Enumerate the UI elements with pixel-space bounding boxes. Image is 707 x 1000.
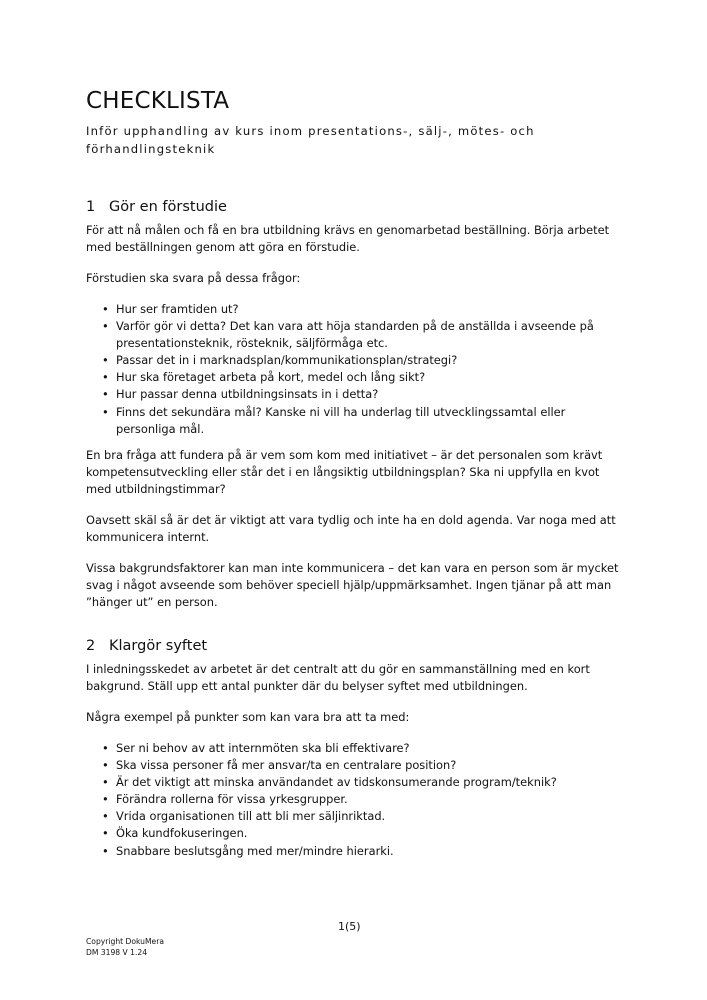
list-item: • Ser ni behov av att internmöten ska bli effektivare?: [100, 740, 620, 757]
list-item: • Ska vissa personer få mer ansvar/ta en centralare position?: [100, 757, 620, 774]
section-1-intro: För att nå målen och få en bra utbildning krävs en genomarbetad beställning. Börja arbetet med beställningen genom att göra en förstudie.: [86, 223, 610, 255]
section-1-clarity-paragraph: Oavsett skäl så är det är viktigt att vara tydlig och inte ha en dold agenda. Var noga med att kommunicera internt.: [86, 513, 616, 545]
list-item: • Förändra rollerna för vissa yrkesgrupper.: [100, 791, 620, 808]
document-subtitle: Inför upphandling av kurs inom presentations-, sälj-, mötes- och förhandlingsteknik: [86, 124, 535, 156]
list-item: • Passar det in i marknadsplan/kommunikationsplan/strategi?: [100, 352, 620, 369]
section-1-initiative-paragraph: En bra fråga att fundera på är vem som kom med initiativet – är det personalen som krävt kompetensutveckling eller står det i en långsiktig utbildningsplan? Ska ni uppfylla en kvot med utbildningstimmar?: [86, 448, 603, 497]
list-item: • Hur ska företaget arbeta på kort, medel och lång sikt?: [100, 369, 620, 386]
section-1-background-paragraph: Vissa bakgrundsfaktorer kan man inte kommunicera – det kan vara en person som är mycket svag i något avseende som behöver speciell hjälp/uppmärksamhet. Ingen tjänar på att man ”hänger ut” en person.: [86, 561, 619, 610]
section-2-heading: [86, 638, 207, 654]
list-item: • Finns det sekundära mål? Kanske ni vill ha underlag till utvecklingssamtal eller personliga mål.: [100, 404, 620, 438]
list-item: • Hur passar denna utbildningsinsats in i detta?: [100, 386, 620, 403]
section-2-intro: I inledningsskedet av arbetet är det centralt att du gör en sammanställning med en kort bakgrund. Ställ upp ett antal punkter där du belyser syftet med utbildningen.: [86, 662, 590, 694]
section-1-question-list: [100, 301, 620, 438]
section-2-number: 2: [86, 638, 96, 654]
section-2-examples-lead: Några exempel på punkter som kan vara bra att ta med:: [86, 710, 410, 724]
list-item: • Öka kundfokuseringen.: [100, 825, 620, 842]
section-2-example-list: [100, 740, 620, 860]
section-1-number: 1: [86, 199, 96, 215]
list-item: • Vrida organisationen till att bli mer säljinriktad.: [100, 808, 620, 825]
section-2-title: Klargör syftet: [109, 638, 208, 654]
section-1-title: Gör en förstudie: [109, 199, 227, 215]
page-number: 1(5): [338, 920, 361, 933]
document-title: CHECKLISTA: [86, 88, 230, 114]
list-item: • Är det viktigt att minska användandet av tidskonsumerande program/teknik?: [100, 774, 620, 791]
list-item: • Hur ser framtiden ut?: [100, 301, 620, 318]
list-item: • Varför gör vi detta? Det kan vara att höja standarden på de anställda i avseende på presentationsteknik, rösteknik, säljförmåga etc.: [100, 318, 620, 352]
footer-doc-id: DM 3198 V 1.24: [86, 948, 148, 957]
footer-copyright: Copyright DokuMera: [86, 937, 164, 946]
section-1-heading: [86, 199, 227, 215]
list-item: • Snabbare beslutsgång med mer/mindre hierarki.: [100, 843, 620, 860]
section-1-questions-lead: Förstudien ska svara på dessa frågor:: [86, 271, 301, 285]
